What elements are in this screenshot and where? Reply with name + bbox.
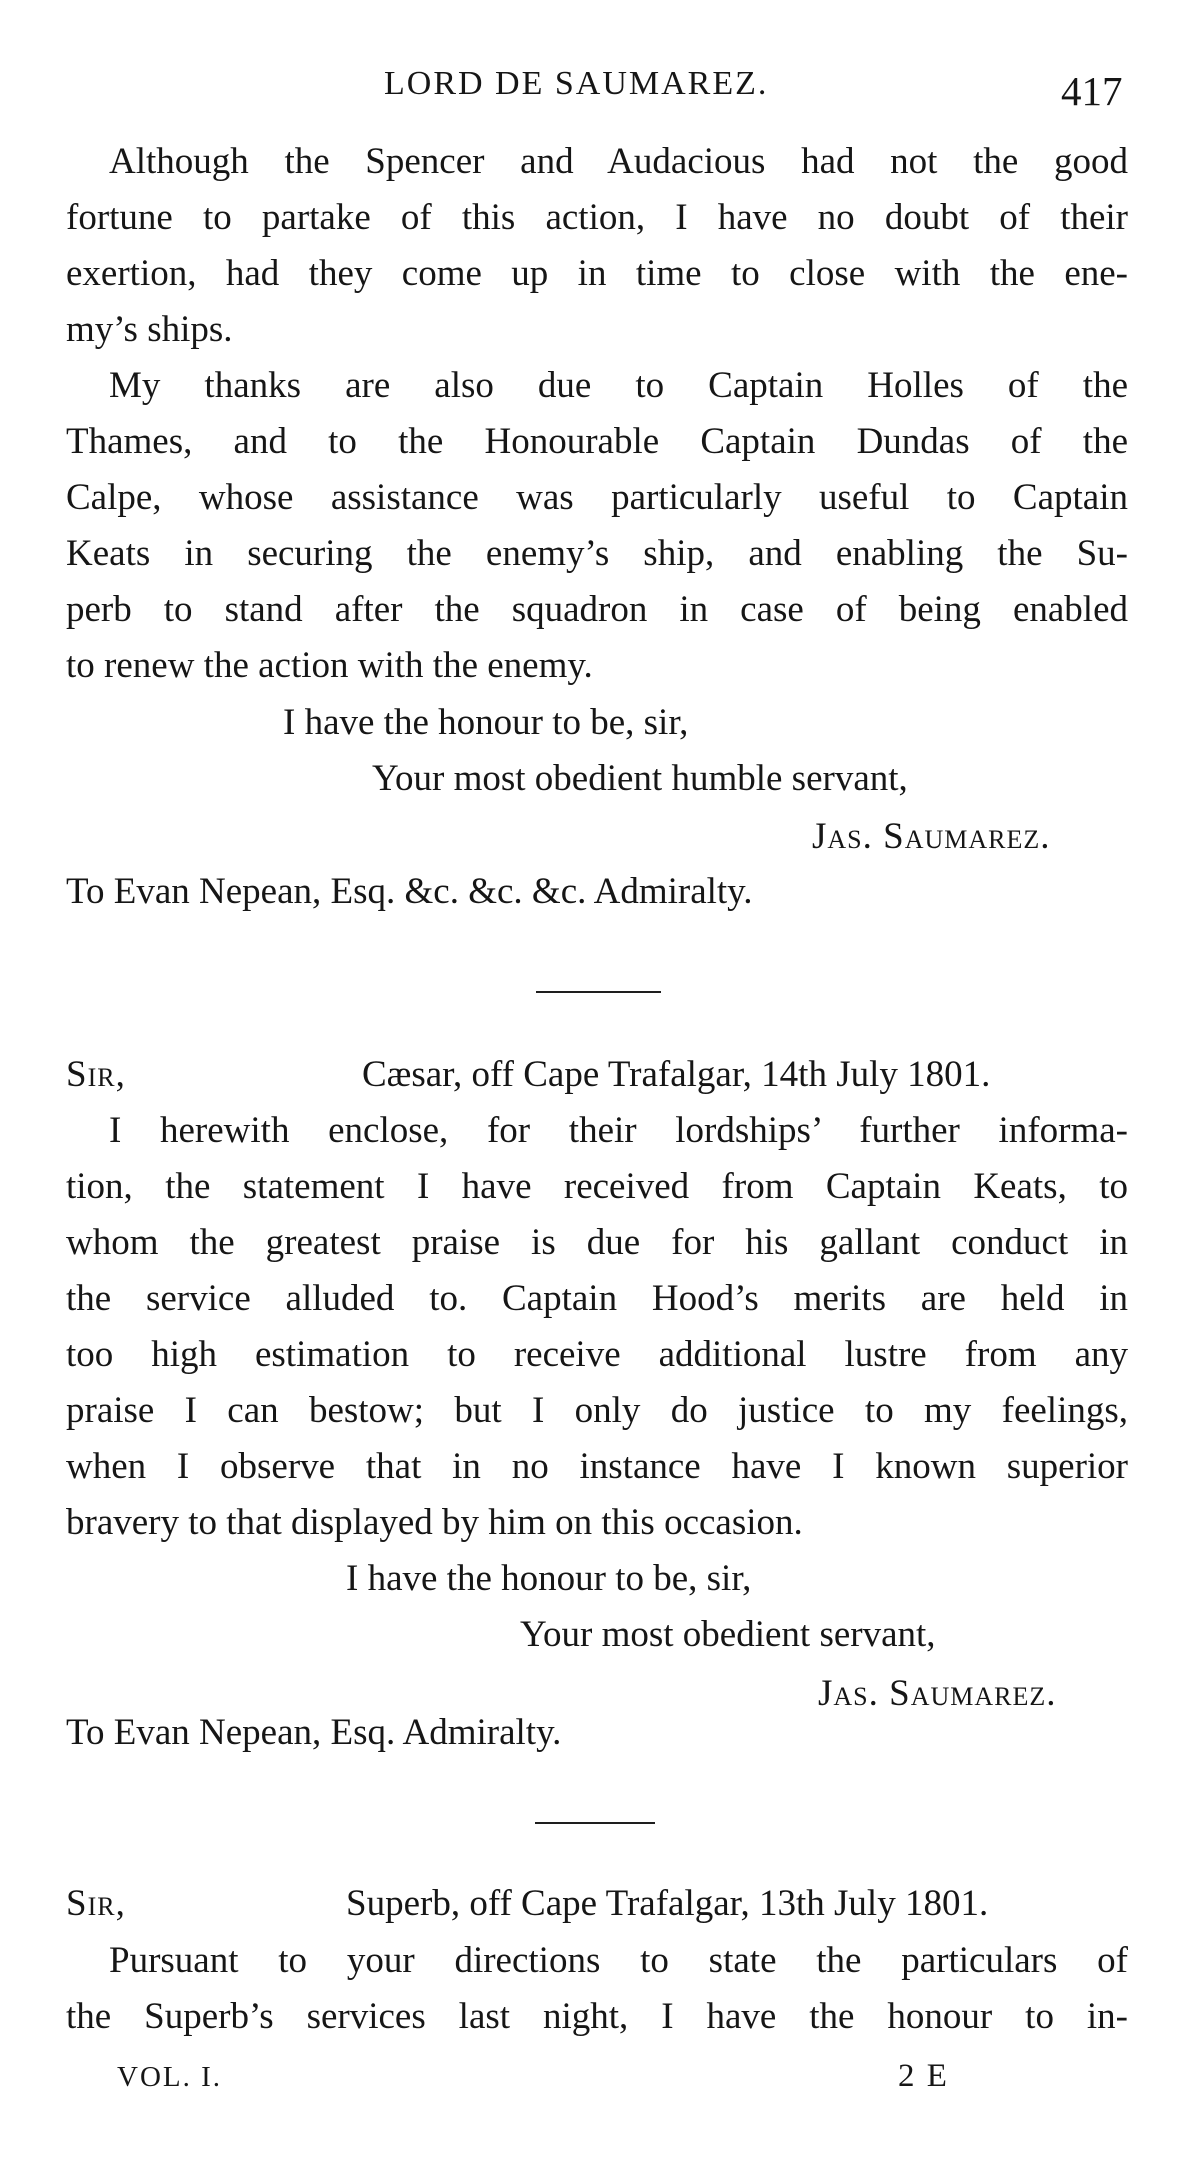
page-number: 417 [1061, 68, 1123, 114]
paragraph-line: Pursuant to your directions to state the particulars of [109, 1940, 1128, 1981]
letter-valediction: Your most obedient humble servant, [372, 758, 908, 799]
paragraph-line: the Superb’s services last night, I have the honour to in- [66, 1996, 1128, 2037]
letter-addressee: To Evan Nepean, Esq. Admiralty. [66, 1712, 562, 1753]
letter-salutation: Sir, [66, 1883, 126, 1924]
paragraph-line: exertion, had they come up in time to close with the ene- [66, 253, 1128, 294]
letter-dateline: Cæsar, off Cape Trafalgar, 14th July 1801. [362, 1054, 991, 1095]
letter-dateline: Superb, off Cape Trafalgar, 13th July 1801. [346, 1883, 989, 1924]
letter-signature: Jas. Saumarez. [818, 1673, 1057, 1714]
section-divider [535, 1822, 655, 1824]
paragraph-line: tion, the statement I have received from Captain Keats, to [66, 1166, 1128, 1207]
paragraph-line: too high estimation to receive additional lustre from any [66, 1334, 1128, 1375]
paragraph-line: I herewith enclose, for their lordships’ further informa- [109, 1110, 1128, 1151]
paragraph-line: perb to stand after the squadron in case of being enabled [66, 589, 1128, 630]
paragraph-line: my’s ships. [66, 309, 233, 350]
letter-salutation: Sir, [66, 1054, 126, 1095]
paragraph-line: praise I can bestow; but I only do justice to my feelings, [66, 1390, 1128, 1431]
paragraph-line: Calpe, whose assistance was particularly useful to Captain [66, 477, 1128, 518]
paragraph-line: Keats in securing the enemy’s ship, and enabling the Su- [66, 533, 1128, 574]
section-divider [536, 991, 661, 993]
letter-closing: I have the honour to be, sir, [283, 702, 689, 743]
paragraph-line: the service alluded to. Captain Hood’s merits are held in [66, 1278, 1128, 1319]
signature-mark: 2 E [898, 2058, 949, 2094]
paragraph-line: Although the Spencer and Audacious had not the good [109, 141, 1128, 182]
paragraph-line: Thames, and to the Honourable Captain Dundas of the [66, 421, 1128, 462]
letter-signature: Jas. Saumarez. [812, 816, 1051, 857]
paragraph-line: whom the greatest praise is due for his gallant conduct in [66, 1222, 1128, 1263]
paragraph-line: fortune to partake of this action, I have no doubt of their [66, 197, 1128, 238]
volume-mark: VOL. I. [117, 2061, 223, 2093]
letter-closing: I have the honour to be, sir, [346, 1558, 752, 1599]
running-title: LORD DE SAUMAREZ. [384, 65, 769, 102]
paragraph-line: to renew the action with the enemy. [66, 645, 593, 686]
letter-valediction: Your most obedient servant, [520, 1614, 936, 1655]
paragraph-line: My thanks are also due to Captain Holles of the [109, 365, 1128, 406]
paragraph-line: bravery to that displayed by him on this occasion. [66, 1502, 803, 1543]
paragraph-line: when I observe that in no instance have I known superior [66, 1446, 1128, 1487]
letter-addressee: To Evan Nepean, Esq. &c. &c. &c. Admiralty. [66, 871, 753, 912]
